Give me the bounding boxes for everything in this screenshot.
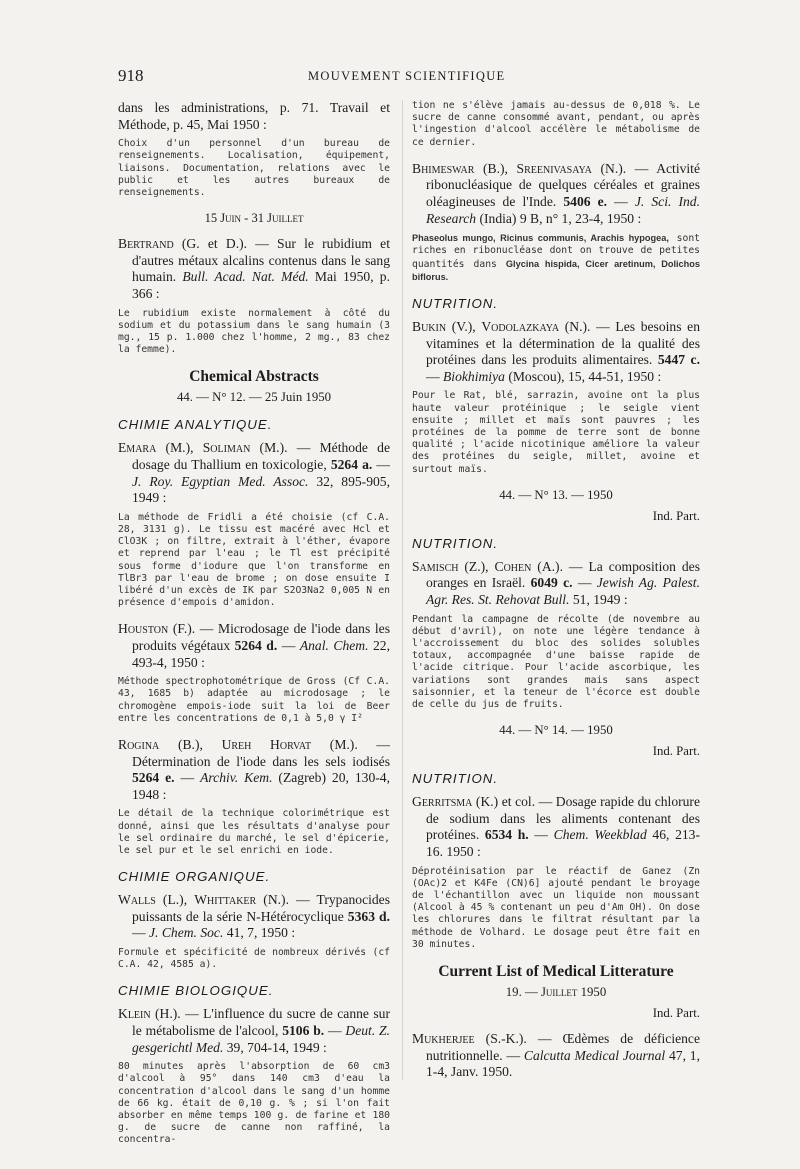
journal-name: Archiv. Kem. bbox=[200, 770, 273, 786]
dash: — bbox=[528, 827, 554, 843]
section-heading: CHIMIE BIOLOGIQUE. bbox=[118, 983, 274, 999]
reference-title: (M.). — Détermination de l'iode dans les sels iodisés bbox=[132, 736, 390, 769]
dash: — bbox=[132, 925, 149, 941]
species-names: Glycina hispida, Cicer aretinum, Dolichos biflorus. bbox=[412, 258, 700, 282]
reference-entry bbox=[118, 621, 390, 671]
abstract-text: Le détail de la technique colorimétrique est donné, ainsi que les résultats d'analyse pour le sel ordinaire du marché, le sel d'épicerie, le sel pur et le sel enrichi en iode. bbox=[118, 808, 390, 856]
abstract-number: 5264 e. bbox=[132, 770, 175, 786]
abstract-text: Formule et spécificité de nombreux dérivés (cf C.A. 42, 4585 a). bbox=[118, 946, 390, 971]
abstract-text: Pour le Rat, blé, sarrazin, avoine ont la plus haute valeur protéinique ; le seigle vient ensuite ; millet et maïs sont pauvres ; les protéines de la pomme de terre sont de bonne qualité ; l'acide nicotinique améliore la valeur des protéines du seigle, millet, avoine et surtout maïs. bbox=[412, 390, 700, 475]
abstract-text: 80 minutes après l'absorption de 60 cm3 d'alcool à 95° dans 140 cm3 d'eau la concentration d'alcool dans le sang d'un homme de 66 kg. était de 0,10 g. % ; si l'on fait absorber en même temps 100 g. de farine et 180 g. de sucre de canne non raffiné, la concentra- bbox=[118, 1061, 390, 1146]
section-heading: NUTRITION. bbox=[412, 296, 499, 311]
index-part-label: Ind. Part. bbox=[652, 508, 700, 523]
issue-heading: 19. — Juillet 1950 bbox=[505, 985, 607, 999]
reference-title: (S.-K.). — Œdèmes de déficience nutritionnelle. — bbox=[426, 1031, 700, 1063]
reference-citation: (Zagreb) 20, 130-4, 1948 : bbox=[132, 770, 390, 802]
author-name: Emara bbox=[118, 440, 157, 456]
dash: — bbox=[174, 770, 201, 786]
journal-name: Jewish Ag. Palest. Agr. Res. St. Rehovat Bull. bbox=[426, 575, 700, 607]
continued-reference: dans les administrations, p. 71. Travail et Méthode, p. 45, Mai 1950 : bbox=[118, 100, 390, 132]
reference-citation: (Moscou), 15, 44-51, 1950 : bbox=[504, 368, 662, 384]
reference-citation: 22, 493-4, 1950 : bbox=[132, 637, 390, 670]
reference-citation: 47, 1, 1-4, Janv. 1950. bbox=[426, 1047, 700, 1080]
reference-title: (N.). — Les besoins en vitamines et la détermination de la qualité des protéines dans les produits alimentaires. bbox=[426, 319, 700, 368]
author-name: Samisch bbox=[412, 558, 459, 574]
reference-entry bbox=[412, 794, 700, 860]
section-heading: CHIMIE ANALYTIQUE. bbox=[118, 417, 273, 433]
column-divider bbox=[402, 100, 403, 1080]
author-initial: (B.), bbox=[474, 160, 517, 176]
author-name: Gerritsma bbox=[412, 794, 473, 810]
journal-name: Bull. Acad. Nat. Méd. bbox=[182, 269, 309, 285]
reference-entry bbox=[118, 737, 390, 803]
reference-citation: 32, 895-905, 1949 : bbox=[132, 473, 390, 506]
page-header bbox=[118, 66, 740, 88]
reference-citation: 41, 7, 1950 : bbox=[223, 925, 296, 941]
journal-heading: Current List of Medical Litterature bbox=[438, 963, 674, 980]
abstract-text: Méthode spectrophotométrique de Gross (Cf C.A. 43, 1685 b) adaptée au microdosage ; le chromogène empois-iode suit la loi de Beer entre les concentrations de 0,1 à 5,0 γ I² bbox=[118, 676, 390, 724]
journal-name: Chem. Weekblad bbox=[553, 827, 647, 843]
page-number: 918 bbox=[118, 66, 144, 85]
abstract-number: 5406 e. bbox=[563, 194, 608, 209]
section-heading: NUTRITION. bbox=[412, 771, 499, 787]
abstract-fragment: sont riches en ribonucléase dont on trouve de petites quantités dans bbox=[412, 233, 700, 270]
reference-title: (H.). — L'influence du sucre de canne sur le métabolisme de l'alcool, bbox=[132, 1006, 390, 1038]
author-name: Sreenivasaya bbox=[516, 160, 592, 176]
reference-entry bbox=[412, 319, 700, 385]
dash: — bbox=[426, 368, 443, 384]
abstract-number: 5447 c. bbox=[657, 352, 700, 368]
right-column bbox=[412, 100, 700, 1086]
reference-entry bbox=[412, 559, 700, 609]
section-heading: CHIMIE ORGANIQUE. bbox=[118, 869, 271, 885]
journal-name: Calcutta Medical Journal bbox=[523, 1047, 666, 1063]
author-name: Vodolazkaya bbox=[481, 319, 560, 334]
reference-citation: 51, 1949 : bbox=[569, 591, 628, 607]
journal-heading: Chemical Abstracts bbox=[189, 368, 319, 386]
author-name: Cohen bbox=[494, 558, 532, 574]
author-initial: (B.), bbox=[159, 736, 222, 752]
reference-title: (F.). — Microdosage de l'iode dans les produits végétaux bbox=[132, 621, 390, 653]
reference-citation: (India) 9 B, n° 1, 23-4, 1950 : bbox=[476, 210, 642, 226]
journal-name: J. Roy. Egyptian Med. Assoc. bbox=[132, 473, 309, 489]
issue-heading: 44. — N° 14. — 1950 bbox=[499, 723, 613, 738]
author-name: Houston bbox=[118, 621, 169, 637]
date-heading: 15 Juin - 31 Juillet bbox=[204, 211, 304, 226]
species-names: Phaseolus mungo, Ricinus communis, Arachis hypogea, bbox=[412, 233, 669, 244]
abstract-number: 5363 d. bbox=[347, 908, 390, 924]
abstract-text: La méthode de Fridli a été choisie (cf C.A. 28, 3131 g). Le tissu est macéré avec Hcl et ClO3K ; on filtre, extrait à l'éther, évapore et reprend par l'eau ; le Tl est précipité sous forme d'iodure que l'on transforme en TlBr3 par l'eau de brome ; on dose ensuite I libéré d'un excès de IK par S2O3Na2 0,005 N en présence d'empois d'amidon. bbox=[118, 511, 390, 609]
abstract-number: 6534 h. bbox=[484, 827, 529, 843]
dash: — bbox=[372, 456, 391, 472]
index-part-label: Ind. Part. bbox=[652, 1006, 700, 1020]
abstract-text: Choix d'un personnel d'un bureau de renseignements. Localisation, équipement, liaisons. Documentation, relations avec le public et les autres bureaux de renseignements. bbox=[118, 138, 390, 198]
abstract-number: 5264 a. bbox=[330, 456, 373, 472]
abstract-number: 5106 b. bbox=[282, 1022, 325, 1038]
dash: — bbox=[607, 194, 635, 209]
reference-entry bbox=[412, 1031, 700, 1081]
author-name: Bhimeswar bbox=[412, 160, 475, 176]
reference-entry bbox=[412, 161, 700, 227]
reference-title: (K.) et col. — Dosage rapide du chlorure de sodium dans les aliments contenant des protéines. bbox=[426, 794, 700, 843]
reference-title: (M.). — Méthode de dosage du Thallium en toxicologie, bbox=[132, 440, 390, 472]
section-heading: NUTRITION. bbox=[412, 535, 499, 551]
left-column bbox=[118, 100, 390, 1159]
abstract-text: Déprotéinisation par le réactif de Ganez (Zn (OAc)2 et K4Fe (CN)6] ajouté pendant le broyage de l'échantillon avec un liquide non moussant (Alcool à 45 % contenant un peu d'Am OH). On dose les chlorures dans le filtrat résultant par la méthode de Volhard. Le dosage peut être fait en 30 minutes. bbox=[412, 865, 700, 950]
author-initial: (L.), bbox=[155, 892, 195, 908]
author-name: Walls bbox=[118, 892, 156, 908]
journal-name: Biokhimiya bbox=[443, 368, 505, 384]
reference-entry bbox=[118, 892, 390, 942]
reference-title: (N.). — Trypanocides puissants de la série N-Hétérocyclique bbox=[132, 892, 391, 924]
index-part-label: Ind. Part. bbox=[652, 744, 700, 759]
author-name: Mukherjee bbox=[412, 1031, 475, 1046]
reference-entry bbox=[118, 440, 390, 506]
abstract-number: 6049 c. bbox=[530, 575, 573, 591]
reference-title: (N.). — Activité ribonucléasique de quelques céréales et graines oléagineuses de l'Inde. bbox=[426, 160, 700, 209]
journal-name: Deut. Z. gesgerichtl Med. bbox=[132, 1022, 391, 1055]
author-initial: (Z.), bbox=[458, 558, 495, 574]
author-initial: (V.), bbox=[446, 319, 482, 334]
author-name: Whittaker bbox=[194, 892, 257, 908]
journal-name: Anal. Chem. bbox=[299, 637, 369, 653]
dash: — bbox=[572, 575, 597, 591]
reference-entry bbox=[118, 1006, 390, 1056]
author-initial: (M.), bbox=[156, 440, 203, 456]
issue-heading: 44. — N° 12. — 25 Juin 1950 bbox=[176, 390, 332, 405]
journal-name: J. Sci. Ind. Research bbox=[426, 194, 700, 226]
dash: — bbox=[324, 1022, 346, 1038]
abstract-text: Le rubidium existe normalement à côté du sodium et du potassium dans le sang humain (3 mg., 15 p. 1.000 chez l'homme, 2 mg., 83 chez la femme). bbox=[118, 307, 390, 356]
abstract-text: tion ne s'élève jamais au-dessus de 0,018 %. Le sucre de canne consommé avant, pendant, ou après l'ingestion d'alcool accélère le métabolisme de ce dernier. bbox=[412, 100, 700, 148]
running-head: MOUVEMENT SCIENTIFIQUE bbox=[308, 69, 506, 83]
author-name: Rogina bbox=[118, 736, 160, 752]
reference-title: (G. et D.). — Sur le rubidium et d'autres métaux alcalins contenus dans le sang humain. bbox=[132, 236, 390, 285]
author-name: Bertrand bbox=[118, 236, 174, 252]
issue-heading: 44. — N° 13. — 1950 bbox=[499, 487, 613, 502]
reference-title: (A.). — La composition des oranges en Israël. bbox=[426, 558, 700, 591]
dash: — bbox=[277, 637, 300, 653]
author-name: Bukin bbox=[412, 319, 447, 334]
abstract-number: 5264 d. bbox=[234, 637, 278, 653]
abstract-text: Pendant la campagne de récolte (de novembre au début d'avril), on note une légère tendance à l'accroissement du bloc des solides solubles totaux, accompagnée d'une baisse rapide de l'acide citrique. Pour l'acide ascorbique, les variations sont grandes mais sans aspect saisonnier, et la teneur de l'écorce est double de celle du jus de fruits. bbox=[412, 613, 700, 710]
author-name: Soliman bbox=[202, 440, 251, 456]
reference-entry bbox=[118, 236, 390, 302]
reference-citation: Mai 1950, p. 366 : bbox=[132, 269, 390, 301]
abstract-text bbox=[412, 232, 700, 284]
author-name: Klein bbox=[118, 1006, 151, 1022]
author-name: Ureh Horvat bbox=[221, 736, 312, 752]
journal-name: J. Chem. Soc. bbox=[149, 925, 224, 941]
reference-citation: 39, 704-14, 1949 : bbox=[223, 1039, 327, 1055]
reference-citation: 46, 213-16. 1950 : bbox=[426, 827, 700, 859]
